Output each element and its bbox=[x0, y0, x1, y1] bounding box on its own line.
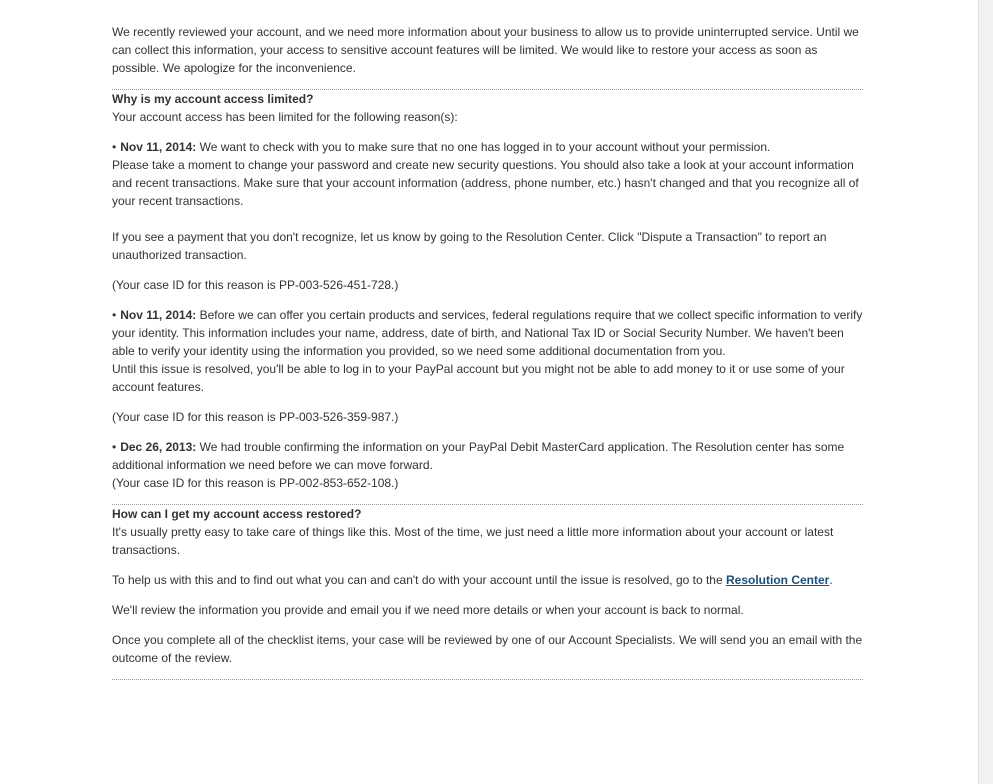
reason-paragraph: If you see a payment that you don't recognize, let us know by going to the Resolution Center. Click "Dispute a Transaction" to report an unauthorized transaction. bbox=[112, 230, 827, 262]
restore-text: To help us with this and to find out what you can and can't do with your account until the issue is resolved, go to the bbox=[112, 573, 726, 587]
reason-text: Before we can offer you certain products and services, federal regulations require that we collect specific information to verify your identity. This information includes your name, address, date of birth, and National Tax ID or Social Security Number. We haven't been able to verify your identity using the information you provided, so we need some additional documentation from you. bbox=[112, 308, 863, 358]
reason-item-3 bbox=[112, 438, 863, 492]
reason-line bbox=[112, 306, 863, 360]
section-heading-restore: How can I get my account access restored? bbox=[112, 507, 362, 521]
reason-date: Nov 11, 2014: bbox=[120, 140, 197, 154]
reason-case-id: (Your case ID for this reason is PP-003-526-451-728.) bbox=[112, 278, 399, 292]
reason-line bbox=[112, 438, 863, 474]
reason-line bbox=[112, 138, 863, 156]
restore-text: . bbox=[829, 573, 833, 587]
bullet-icon: • bbox=[112, 440, 117, 454]
bullet-icon: • bbox=[112, 308, 117, 322]
reason-date: Dec 26, 2013: bbox=[120, 440, 197, 454]
reason-text: We had trouble confirming the information on your PayPal Debit MasterCard application. The Resolution center has some additional information we need before we can move forward. bbox=[112, 440, 845, 472]
section-heading-limited: Why is my account access limited? bbox=[112, 92, 314, 106]
restore-paragraph: It's usually pretty easy to take care of things like this. Most of the time, we just need a little more information about your account or latest transactions. bbox=[112, 525, 834, 557]
message-body bbox=[112, 23, 863, 680]
reason-date: Nov 11, 2014: bbox=[120, 308, 197, 322]
reason-paragraph: Until this issue is resolved, you'll be able to log in to your PayPal account but you might not be able to add money to it or use some of your account features. bbox=[112, 362, 845, 394]
limited-lead-text: Your account access has been limited for the following reason(s): bbox=[112, 110, 458, 124]
reason-paragraph: Please take a moment to change your password and create new security questions. You should also take a look at your account information and recent transactions. Make sure that your account information (address, phone number, etc.) hasn't changed and that you recognize all of your recent transactions. bbox=[112, 158, 859, 208]
reason-case-id: (Your case ID for this reason is PP-003-526-359-987.) bbox=[112, 410, 399, 424]
bullet-icon: • bbox=[112, 140, 117, 154]
reason-case-id: (Your case ID for this reason is PP-002-853-652-108.) bbox=[112, 476, 399, 490]
intro-paragraph: We recently reviewed your account, and we need more information about your business to allow us to provide uninterrupted service. Until we can collect this information, your access to sensitive account features will be limited. We would like to restore your access as soon as possible. We apologize for the inconvenience. bbox=[112, 25, 859, 75]
reason-text: We want to check with you to make sure that no one has logged in to your account without your permission. bbox=[196, 140, 771, 154]
reasons-list bbox=[112, 138, 863, 492]
reason-item-2 bbox=[112, 306, 863, 426]
section-divider bbox=[112, 679, 863, 680]
resolution-center-link[interactable]: Resolution Center bbox=[726, 573, 830, 587]
reason-item-1 bbox=[112, 138, 863, 294]
vertical-scrollbar[interactable] bbox=[978, 0, 993, 784]
restore-paragraph: We'll review the information you provide and email you if we need more details or when your account is back to normal. bbox=[112, 603, 744, 617]
restore-paragraph-link bbox=[112, 571, 863, 589]
restore-paragraph: Once you complete all of the checklist items, your case will be reviewed by one of our Account Specialists. We will send you an email with the outcome of the review. bbox=[112, 633, 863, 665]
